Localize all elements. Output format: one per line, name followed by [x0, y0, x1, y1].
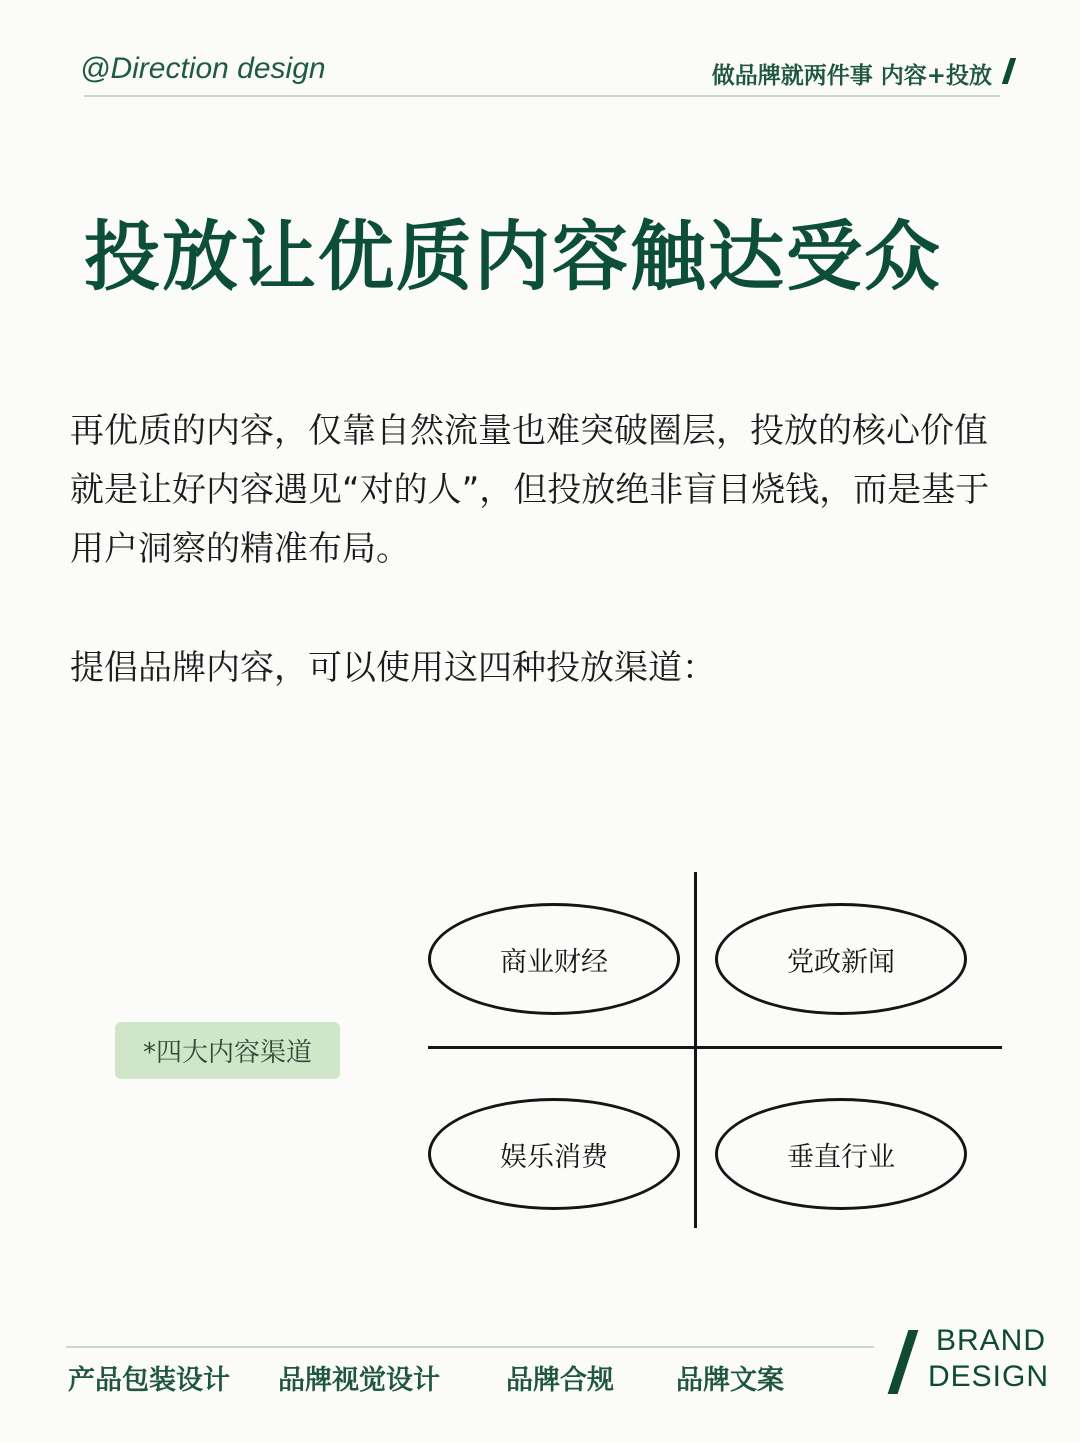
channels-intro: 提倡品牌内容，可以使用这四种投放渠道：: [70, 648, 716, 688]
brand-logo-line2: DESIGN: [928, 1360, 1050, 1393]
quadrant-entertainment-consumer: 娱乐消费: [428, 1098, 680, 1210]
footer-category-visual: 品牌视觉设计: [278, 1365, 440, 1396]
quadrant-vertical-industry: 垂直行业: [715, 1098, 967, 1210]
diagram-label-chip: *四大内容渠道: [115, 1022, 340, 1079]
footer-category-packaging: 产品包装设计: [68, 1365, 230, 1396]
brand-logo-line1: BRAND: [936, 1324, 1047, 1357]
quadrant-politics-news: 党政新闻: [715, 903, 967, 1015]
brand-logo-slash: [888, 1330, 919, 1394]
brand-handle: @Direction design: [80, 52, 326, 85]
body-paragraph: 再优质的内容，仅靠自然流量也难突破圈层，投放的核心价值就是让好内容遇见“对的人”，但投放绝非盲目烧钱，而是基于用户洞察的精准布局。: [70, 411, 990, 569]
header-divider: [84, 95, 1000, 97]
footer-category-compliance: 品牌合规: [506, 1365, 614, 1396]
footer-category-copywriting: 品牌文案: [676, 1365, 784, 1396]
page-title: 投放让优质内容触达受众: [84, 212, 942, 301]
header-tagline: 做品牌就两件事 内容+投放: [711, 63, 992, 89]
header-slash-mark: [1002, 58, 1016, 84]
quadrant-business-finance: 商业财经: [428, 903, 680, 1015]
diagram-horizontal-axis: [428, 1046, 1002, 1049]
footer-divider: [66, 1346, 874, 1348]
diagram-vertical-axis: [694, 872, 697, 1228]
